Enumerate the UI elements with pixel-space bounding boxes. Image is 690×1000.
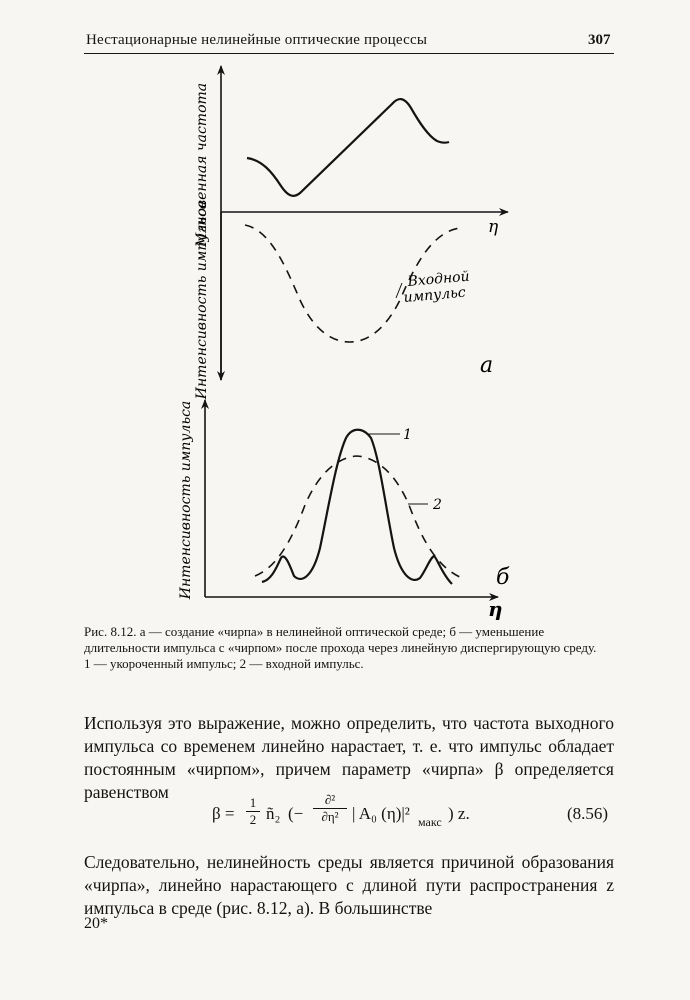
paragraph-1: Используя это выражение, можно определить, что частота выходного импульса со временем линейно нарастает, т. е. что импульс обладает постоянным «чирпом», причем параметр «чирпа» β определяется равенством <box>84 713 614 802</box>
equation-fraction-half <box>246 796 260 827</box>
panel-b-ylabel: Интенсивность импульса <box>178 400 194 600</box>
fraction-half-denominator: 2 <box>249 812 257 827</box>
equation-n2: ñ₂ <box>266 804 281 823</box>
page-number: 307 <box>588 32 611 48</box>
derivative-denominator: ∂η² <box>321 809 339 824</box>
equation-body: | A₀ (η)|² <box>352 804 410 823</box>
derivative-numerator: ∂² <box>324 792 336 807</box>
equation-fraction-derivative <box>313 793 347 824</box>
curve-label-1: 1 <box>403 427 412 443</box>
input-pulse-label-line2: импульс <box>402 284 467 306</box>
equation-number: (8.56) <box>567 804 609 823</box>
panel-a <box>194 66 508 400</box>
compressed-pulse-curve-1 <box>262 430 452 584</box>
panel-b <box>178 400 510 620</box>
panel-b-xlabel: η <box>488 597 503 620</box>
signature-mark: 20* <box>84 915 108 932</box>
caption-line-1: Рис. 8.12. а — создание «чирпа» в нелинейной оптической среде; б — уменьшение длительности импульса с «чирпом» после прохода через линейную диспергирующую среду. <box>84 624 597 655</box>
caption-line-2: 1 — укороченный импульс; 2 — входной импульс. <box>84 656 364 671</box>
panel-a-label: a <box>480 353 494 378</box>
input-pulse-label-line1: Входной <box>406 268 471 290</box>
equation-lhs: β = <box>212 804 235 823</box>
panel-a-ylabel-top: Мгновенная частота <box>194 82 210 248</box>
equation-subscript: макс <box>418 815 442 829</box>
equation-open-paren: (− <box>288 804 304 823</box>
instantaneous-frequency-curve <box>247 99 449 196</box>
equation-close: ) z. <box>448 804 470 823</box>
panel-a-ylabel-bottom: Интенсивность импульса <box>194 200 210 400</box>
running-title: Нестационарные нелинейные оптические процессы <box>86 32 428 48</box>
curve-label-2: 2 <box>433 497 442 513</box>
annotation-leader <box>396 283 402 298</box>
paragraph-2: Следовательно, нелинейность среды является причиной образования «чирпа», линейно нарастающего с длиной пути распространения z импульса в среде (рис. 8.12, а). В большинстве <box>84 852 614 918</box>
panel-b-label: б <box>496 565 510 590</box>
panel-a-xlabel: η <box>488 217 499 237</box>
fraction-half-numerator: 1 <box>249 795 257 810</box>
figure-caption <box>84 624 614 672</box>
